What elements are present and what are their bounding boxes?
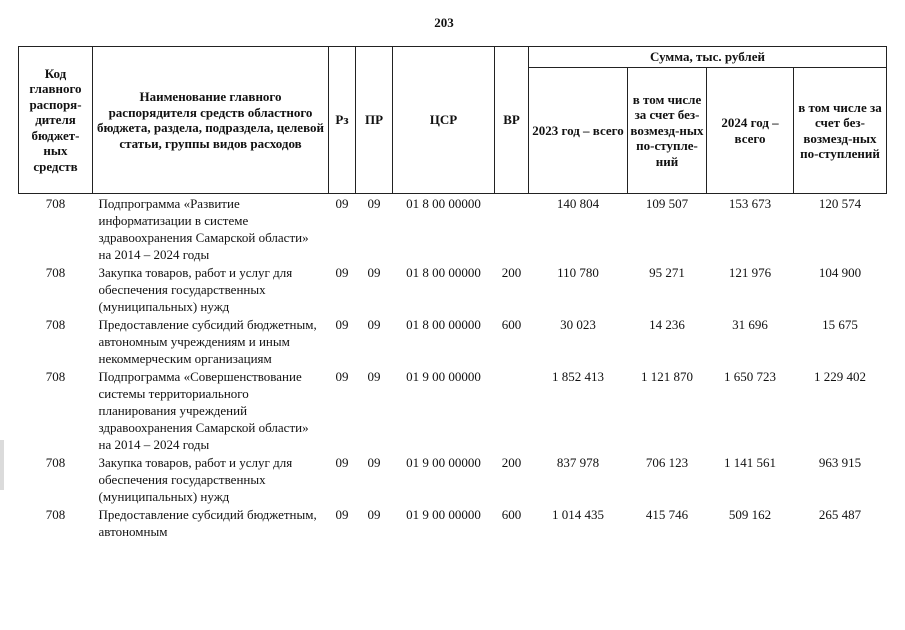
header-rz: Рз [329,47,356,194]
cell-2023-total: 30 023 [560,317,596,332]
header-vr: ВР [495,47,529,194]
table-row [19,315,887,367]
cell-pr: 09 [367,317,381,332]
cell-csr: 01 8 00 00000 [406,317,481,332]
header-name: Наименование главного распорядителя средств областного бюджета, раздела, подраздела, целевой статьи, группы видов расходов [93,47,329,194]
cell-vr: 600 [501,317,522,332]
cell-2024-free: 15 675 [822,317,858,332]
header-pr: ПР [356,47,393,194]
cell-code: 708 [45,317,66,332]
cell-2024-free: 1 229 402 [814,369,866,384]
page-number: 203 [434,15,454,30]
cell-rz: 09 [335,265,349,280]
cell-rz: 09 [335,507,349,522]
cell-csr: 01 8 00 00000 [406,265,481,280]
cell-name: Подпрограмма «Совершенствование системы территориального планирования учреждений здравоохранения Самарской области» на 2014 – 2024 годы [98,369,309,452]
cell-name: Закупка товаров, работ и услуг для обеспечения государственных (муниципальных) нужд [98,455,293,504]
header-code: Код главного распоря-дителя бюджет-ных средств [19,47,93,194]
cell-code: 708 [45,455,66,470]
cell-pr: 09 [367,196,381,211]
cell-2024-total: 153 673 [728,196,772,211]
table-row [19,367,887,453]
cell-csr: 01 9 00 00000 [406,369,481,384]
cell-2023-free: 415 746 [645,507,689,522]
cell-2024-total: 31 696 [732,317,768,332]
cell-2023-total: 110 780 [557,265,599,280]
cell-2024-total: 509 162 [728,507,772,522]
cell-2024-free: 120 574 [818,196,862,211]
cell-2023-free: 95 271 [649,265,685,280]
cell-code: 708 [45,507,66,522]
header-2024-free: в том числе за счет без-возмезд-ных по-ступлений [794,68,887,194]
cell-vr: 600 [501,507,522,522]
cell-csr: 01 9 00 00000 [406,507,481,522]
table-row [19,453,887,505]
cell-2023-free: 706 123 [645,455,689,470]
table-row [19,505,887,540]
cell-2023-free: 109 507 [645,196,689,211]
header-2023-total: 2023 год – всего [529,68,628,194]
cell-pr: 09 [367,455,381,470]
table-row [19,263,887,315]
cell-2023-total: 837 978 [556,455,600,470]
cell-2024-total: 121 976 [728,265,772,280]
cell-vr [495,367,529,453]
cell-2023-total: 140 804 [556,196,600,211]
table-row [19,194,887,264]
header-2024-total: 2024 год – всего [707,68,794,194]
cell-2024-total: 1 650 723 [724,369,776,384]
header-2023-free: в том числе за счет без-возмезд-ных по-ступле-ний [628,68,707,194]
header-sum-group: Сумма, тыс. рублей [529,47,887,68]
cell-code: 708 [45,369,66,384]
cell-vr: 200 [501,455,522,470]
budget-table [18,46,887,540]
cell-2024-total: 1 141 561 [724,455,776,470]
cell-code: 708 [45,265,66,280]
cell-name: Закупка товаров, работ и услуг для обеспечения государственных (муниципальных) нужд [98,265,293,314]
cell-2024-free: 265 487 [818,507,862,522]
cell-vr [495,194,529,264]
cell-2023-free: 1 121 870 [641,369,693,384]
cell-vr: 200 [501,265,522,280]
cell-rz: 09 [335,369,349,384]
cell-2023-total: 1 852 413 [552,369,604,384]
cell-pr: 09 [367,507,381,522]
cell-2023-free: 14 236 [649,317,685,332]
cell-code: 708 [45,196,66,211]
header-csr: ЦСР [393,47,495,194]
cell-rz: 09 [335,317,349,332]
cell-name: Подпрограмма «Развитие информатизации в системе здравоохранения Самарской области» на 2014 – 2024 годы [98,196,309,262]
cell-2024-free: 104 900 [818,265,862,280]
cell-csr: 01 8 00 00000 [406,196,481,211]
scan-edge-mark [0,440,4,490]
cell-csr: 01 9 00 00000 [406,455,481,470]
cell-pr: 09 [367,265,381,280]
cell-pr: 09 [367,369,381,384]
cell-name: Предоставление субсидий бюджетным, автономным [98,507,317,539]
cell-rz: 09 [335,455,349,470]
cell-2024-free: 963 915 [818,455,862,470]
cell-rz: 09 [335,196,349,211]
cell-2023-total: 1 014 435 [552,507,604,522]
cell-name: Предоставление субсидий бюджетным, автономным учреждениям и иным некоммерческим организациям [98,317,317,366]
